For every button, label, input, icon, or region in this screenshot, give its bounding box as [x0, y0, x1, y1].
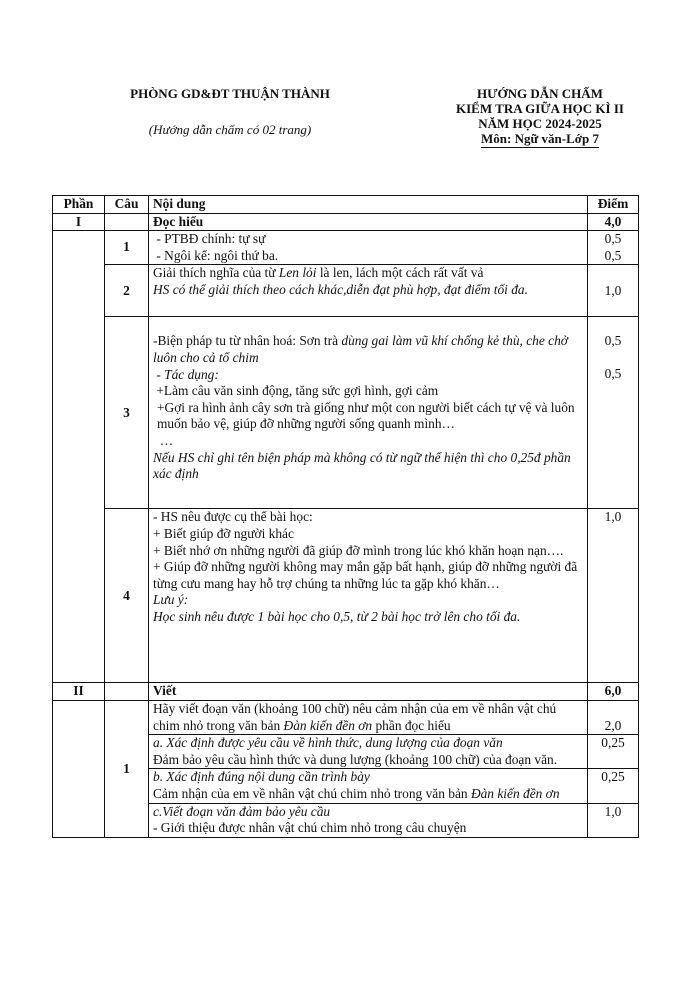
page-count-note: (Hướng dẫn chấm có 02 trang) — [148, 122, 312, 137]
score-value: 0,25 — [588, 769, 639, 803]
criterion-text: Cảm nhận của em về nhân vật chú chim nhỏ trong văn bản Đàn kiến đền ơn — [153, 785, 560, 801]
table-row — [53, 231, 639, 265]
answer-line: + Biết nhớ ơn những người đã giúp đỡ mình trong lúc khó khăn hoạn nạn…. — [153, 542, 564, 558]
answer-line: - HS nêu được cụ thể bài học: — [153, 509, 313, 525]
answer-line: +Gợi ra hình ảnh cây sơn trà giống như một con người biết cách tự vệ và luôn muốn bảo vệ, giúp đỡ những người sống quanh mình… — [157, 399, 575, 432]
answer-line: -Biện pháp tu từ nhân hoá: Sơn trà dùng gai làm vũ khí chống kẻ thù, che chở luôn cho cả tổ chim — [153, 333, 568, 365]
section-row-writing — [53, 683, 639, 701]
table-row — [53, 265, 639, 317]
criterion-text: Đảm bảo yêu cầu hình thức và dung lượng (khoảng 100 chữ) của đoạn văn. — [153, 751, 558, 767]
section-row-reading — [53, 213, 639, 231]
answer-line: + Giúp đỡ những người không may mắn gặp bất hạnh, giúp đỡ những người đã từng cưu mang hay hỗ trợ chúng ta những lúc ta gặp khó khăn… — [153, 559, 578, 591]
score-value: 1,0 — [588, 509, 639, 683]
score-value: 0,25 — [588, 735, 639, 769]
answer-line: - PTBĐ chính: tự sự — [153, 231, 266, 247]
school-year: NĂM HỌC 2024-2025 — [478, 116, 602, 131]
answer-note: Nếu HS chỉ ghi tên biện pháp mà không có từ ngữ thể hiện thì cho 0,25đ phần xác định — [153, 449, 571, 482]
criterion-text: - Giới thiệu được nhân vật chú chim nhỏ trong câu chuyện — [153, 820, 467, 836]
table-row — [53, 317, 639, 509]
question-number: 1 — [105, 700, 149, 837]
section-part: I — [53, 213, 105, 231]
table-row — [53, 700, 639, 734]
score-value: 1,0 — [588, 803, 639, 837]
answer-line: … — [153, 432, 174, 448]
question-number: 4 — [105, 509, 149, 683]
answer-line: Giải thích nghĩa của từ Len lỏi là len, lách một cách rất vất vả — [153, 265, 484, 281]
score-value: 0,5 — [604, 365, 622, 381]
note-label: Lưu ý: — [153, 592, 189, 608]
header-question: Câu — [105, 196, 149, 214]
table-header-row — [53, 196, 639, 214]
header-right — [440, 86, 640, 148]
criterion-title: b. Xác định đúng nội dung cần trình bày — [153, 769, 370, 785]
exam-name: KIỂM TRA GIỮA HỌC KÌ II — [456, 101, 624, 116]
section-score: 4,0 — [588, 213, 639, 231]
question-number: 1 — [105, 231, 149, 265]
header-content: Nội dung — [149, 196, 588, 214]
question-number: 3 — [105, 317, 149, 509]
department-name: PHÒNG GD&ĐT THUẬN THÀNH — [130, 86, 330, 101]
grading-table — [52, 195, 639, 838]
task-prompt: Hãy viết đoạn văn (khoảng 100 chữ) nêu cảm nhận của em về nhân vật chú chim nhỏ trong văn bản Đàn kiến đền ơn phần đọc hiểu — [153, 700, 557, 733]
score-value: 2,0 — [588, 700, 639, 734]
section-score: 6,0 — [588, 683, 639, 701]
score-value: 0,5 — [604, 231, 622, 247]
section-title: Đọc hiểu — [149, 213, 588, 231]
score-value: 0,5 — [604, 247, 622, 263]
header-left — [70, 86, 390, 138]
criterion-title: c.Viết đoạn văn đảm bảo yêu cầu — [153, 803, 331, 819]
score-value: 1,0 — [588, 265, 639, 317]
answer-line: - Tác dụng: — [153, 366, 219, 382]
section-title: Viết — [149, 683, 588, 701]
subject-label: Môn: Ngữ văn-Lớp 7 — [481, 131, 599, 146]
header-part: Phần — [53, 196, 105, 214]
answer-note: Học sinh nêu được 1 bài học cho 0,5, từ 2 bài học trở lên cho tối đa. — [153, 608, 521, 624]
answer-line: - Ngôi kể: ngôi thứ ba. — [153, 247, 279, 263]
answer-line: + Biết giúp đỡ người khác — [153, 525, 294, 541]
answer-note: HS có thể giải thích theo cách khác,diễn đạt phù hợp, đạt điểm tối đa. — [153, 281, 528, 297]
score-value: 0,5 — [604, 333, 622, 349]
question-number: 2 — [105, 265, 149, 317]
table-row — [53, 509, 639, 683]
answer-line: +Làm câu văn sinh động, tăng sức gợi hình, gợi cảm — [153, 383, 439, 399]
section-part: II — [53, 683, 105, 701]
document-title: HƯỚNG DẪN CHẤM — [477, 86, 603, 101]
criterion-title: a. Xác định được yêu cầu về hình thức, dung lượng của đoạn văn — [153, 735, 503, 751]
header-score: Điểm — [588, 196, 639, 214]
